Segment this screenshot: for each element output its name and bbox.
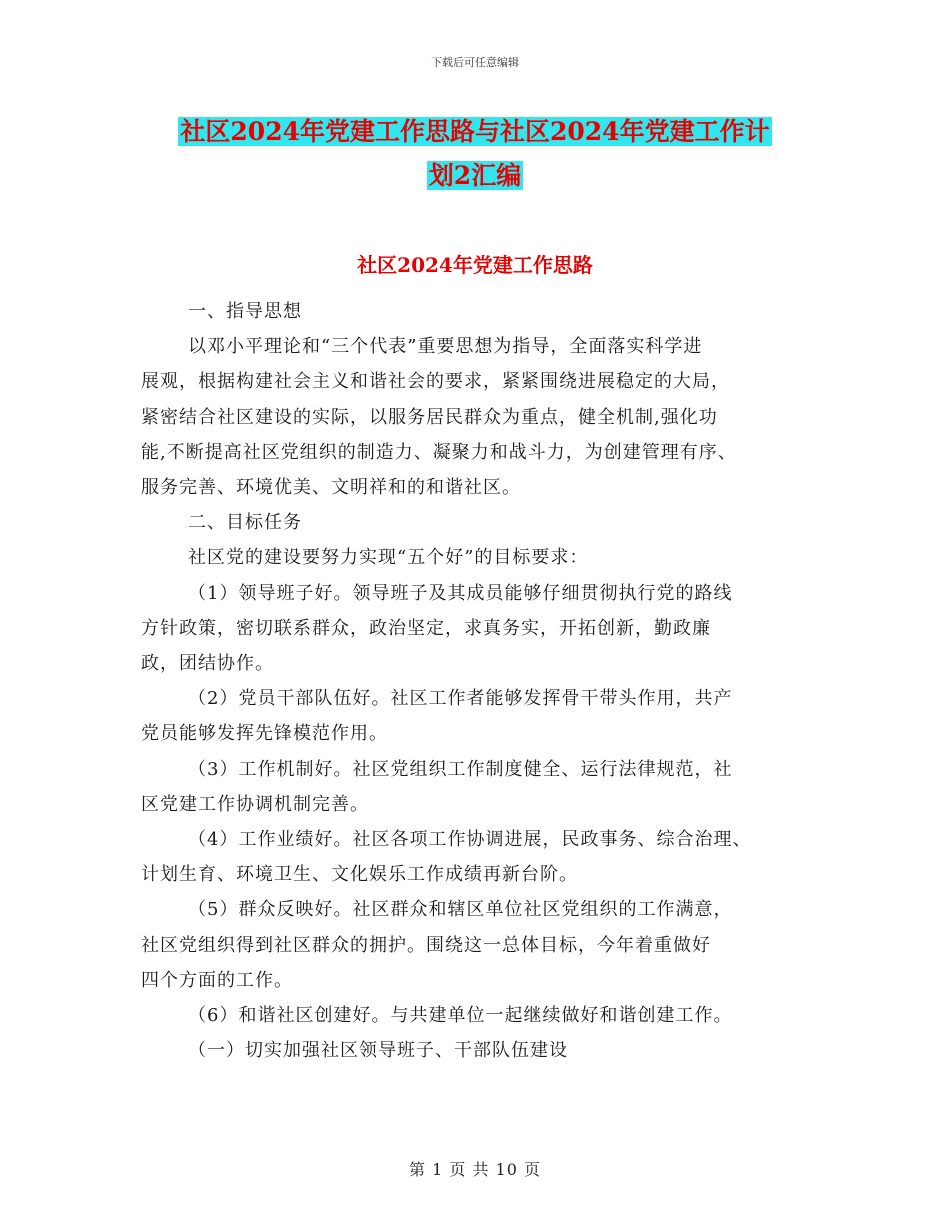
paragraph-line: （2）党员干部队伍好。社区工作者能够发挥骨干带头作用，共产 [188, 688, 733, 710]
paragraph [141, 892, 831, 998]
paragraph-line: 服务完善、环境优美、文明祥和的和谐社区。 [141, 477, 521, 499]
paragraph-line: 四个方面的工作。 [141, 969, 293, 991]
paragraph-line: （一）切实加强社区领导班子、干部队伍建设 [188, 1040, 568, 1062]
section-title: 社区2024年党建工作思路 [357, 253, 593, 277]
document-title-line-2 [0, 156, 950, 192]
paragraph [141, 681, 831, 751]
page-footer: 第 1 页 共 10 页 [409, 1160, 541, 1179]
paragraph-line: 计划生育、环境卫生、文化娱乐工作成绩再新台阶。 [141, 864, 578, 886]
paragraph-line: （5）群众反映好。社区群众和辖区单位社区党组织的工作满意， [188, 899, 733, 921]
paragraph-line: 社区党组织得到社区群众的拥护。围绕这一总体目标，今年着重做好 [141, 934, 711, 956]
paragraph-line: （4）工作业绩好。社区各项工作协调进展，民政事务、综合治理、 [188, 829, 752, 851]
document-title-line-1 [0, 112, 950, 148]
paragraph [141, 329, 831, 505]
paragraph-line: 能,不断提高社区党组织的制造力、凝聚力和战斗力，为创建管理有序、 [141, 441, 737, 463]
paragraph-line: 展观，根据构建社会主义和谐社会的要求，紧紧围绕进展稳定的大局， [141, 371, 730, 393]
paragraph [141, 540, 831, 575]
paragraph [141, 576, 831, 682]
paragraph-line: 区党建工作协调机制完善。 [141, 793, 369, 815]
title-highlight: 社区2024年党建工作思路与社区2024年党建工作计 [180, 117, 770, 146]
paragraph-line: （3）工作机制好。社区党组织工作制度健全、运行法律规范，社 [188, 758, 733, 780]
document-body [141, 294, 831, 1068]
paragraph-line: 一、指导思想 [188, 301, 302, 322]
paragraph-line: （1）领导班子好。领导班子及其成员能够仔细贯彻执行党的路线 [188, 582, 733, 604]
title-highlight: 划2汇编 [428, 161, 522, 190]
paragraph [141, 822, 831, 892]
paragraph [141, 294, 831, 329]
paragraph-line: 二、目标任务 [188, 512, 302, 534]
paragraph [141, 752, 831, 822]
paragraph-line: 以邓小平理论和“三个代表”重要思想为指导，全面落实科学进 [188, 336, 703, 358]
paragraph-line: （6）和谐社区创建好。与共建单位一起继续做好和谐创建工作。 [188, 1005, 733, 1027]
paragraph-line: 政，团结协作。 [141, 653, 274, 675]
paragraph-line: 方针政策，密切联系群众，政治坚定，求真务实，开拓创新，勤政廉 [141, 617, 711, 639]
paragraph [141, 1033, 831, 1068]
paragraph-line: 党员能够发挥先锋模范作用。 [141, 723, 388, 745]
paragraph [141, 505, 831, 540]
paragraph [141, 998, 831, 1033]
page-header: 下载后可任意编辑 [431, 56, 519, 69]
paragraph-line: 紧密结合社区建设的实际，以服务居民群众为重点，健全机制,强化功 [141, 406, 718, 428]
paragraph-line: 社区党的建设要努力实现“五个好”的目标要求： [188, 547, 589, 569]
